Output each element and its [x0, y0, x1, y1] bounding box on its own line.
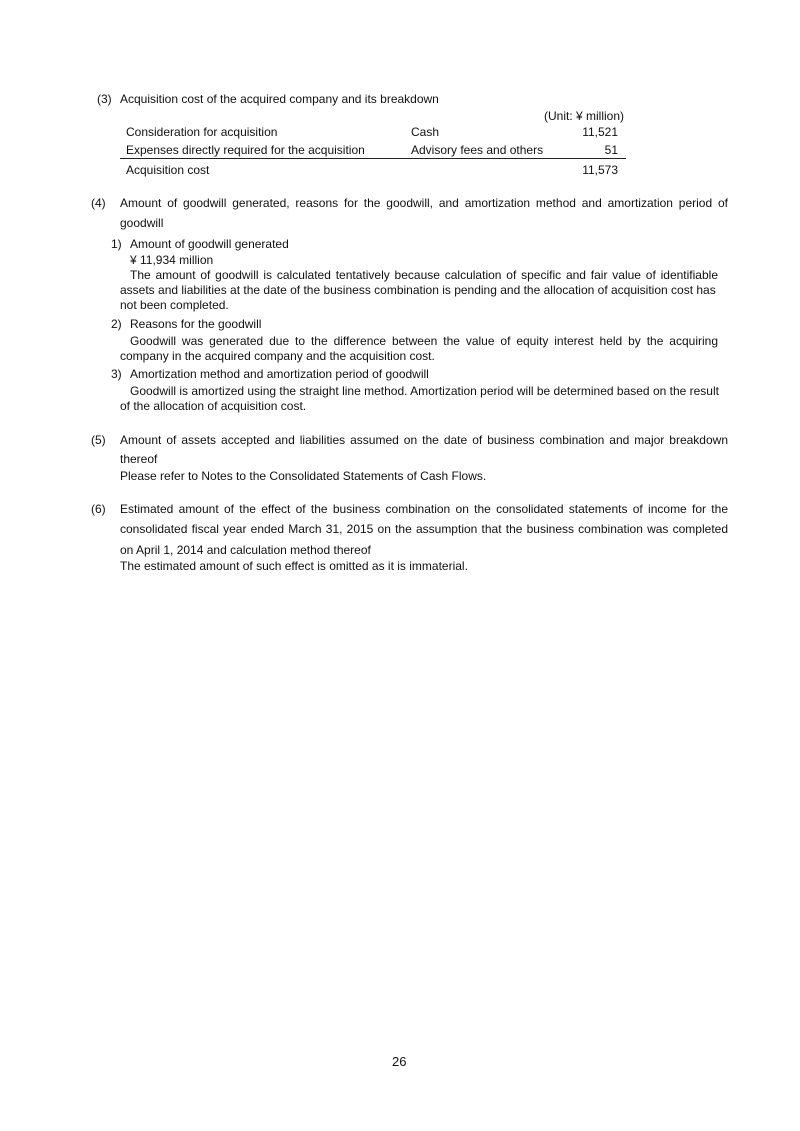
- goodwill-amount: ¥ 11,934 million: [130, 253, 214, 267]
- section3-title: Acquisition cost of the acquired company and its breakdown: [120, 92, 439, 106]
- section4-label: (4): [91, 196, 106, 210]
- table-row-item: Expenses directly required for the acquisition: [126, 143, 365, 157]
- sub2-title: Reasons for the goodwill: [130, 317, 262, 331]
- table-row-amount: 51: [604, 143, 618, 157]
- section6-title-line1: Estimated amount of the effect of the business combination on the consolidated statements of income for the: [120, 502, 728, 516]
- table-row-type: Advisory fees and others: [411, 143, 544, 157]
- sub1-label: 1): [111, 237, 122, 251]
- section4-title-line1: Amount of goodwill generated, reasons for the goodwill, and amortization method and amortization period of: [120, 196, 728, 210]
- section6-title-line3: on April 1, 2014 and calculation method thereof: [120, 543, 371, 557]
- sub3-text-line1: Goodwill is amortized using the straight line method. Amortization period will be determined based on the result: [130, 384, 719, 398]
- section3-label: (3): [97, 92, 112, 106]
- sub1-text-line2: assets and liabilities at the date of the business combination is pending and the allocation of acquisition cost has: [120, 283, 716, 297]
- section5-body: Please refer to Notes to the Consolidated Statements of Cash Flows.: [120, 469, 487, 483]
- sub1-text-line1: The amount of goodwill is calculated tentatively because calculation of specific and fair value of identifiable: [130, 268, 718, 282]
- section5-title-line1: Amount of assets accepted and liabilities assumed on the date of business combination and major breakdown: [120, 433, 728, 447]
- table-total-item: Acquisition cost: [126, 163, 210, 177]
- section5-title-line2: thereof: [120, 452, 158, 466]
- unit-note: (Unit: ¥ million): [544, 109, 625, 123]
- table-row-type: Cash: [411, 125, 440, 139]
- sub2-text-line1: Goodwill was generated due to the difference between the value of equity interest held by the acquiring: [130, 334, 718, 348]
- sub3-title: Amortization method and amortization period of goodwill: [130, 367, 429, 381]
- table-row-item: Consideration for acquisition: [126, 125, 278, 139]
- section4-title-line2: goodwill: [120, 216, 164, 230]
- table-row-amount: 11,521: [582, 125, 618, 139]
- sub3-label: 3): [111, 367, 122, 381]
- section6-label: (6): [91, 502, 106, 516]
- sub1-title: Amount of goodwill generated: [130, 237, 289, 251]
- sub2-label: 2): [111, 317, 122, 331]
- section6-body: The estimated amount of such effect is omitted as it is immaterial.: [120, 559, 468, 573]
- table-divider: [120, 158, 626, 159]
- sub1-text-line3: not been completed.: [120, 298, 229, 312]
- page-number: 26: [392, 1054, 407, 1069]
- sub3-text-line2: of the allocation of acquisition cost.: [120, 399, 307, 413]
- sub2-text-line2: company in the acquired company and the acquisition cost.: [120, 349, 435, 363]
- table-total-amount: 11,573: [582, 163, 618, 177]
- section6-title-line2: consolidated fiscal year ended March 31, 2015 on the assumption that the business combination was completed: [120, 522, 728, 536]
- section5-label: (5): [91, 433, 106, 447]
